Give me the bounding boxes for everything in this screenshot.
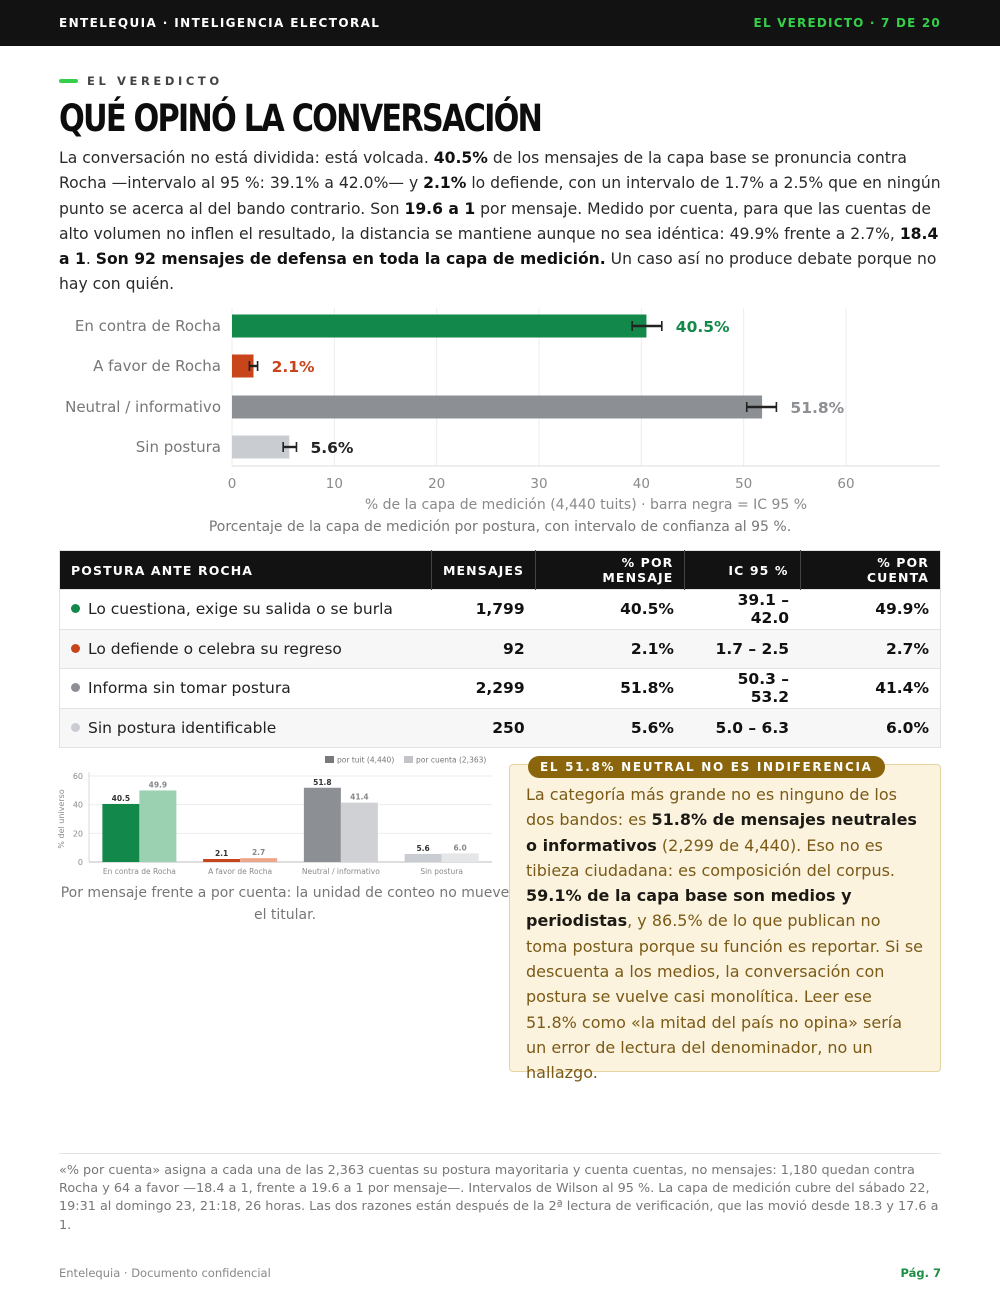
data-label: 51.8% <box>790 399 845 417</box>
category-label: Neutral / informativo <box>65 398 221 416</box>
stance-label: Lo defiende o celebra su regreso <box>88 639 342 658</box>
lead-bold: 19.6 a 1 <box>404 199 476 218</box>
cell-ic: 50.3 – 53.2 <box>685 669 800 709</box>
category-label: En contra de Rocha <box>74 317 221 335</box>
category-label: Neutral / informativo <box>301 867 380 876</box>
x-tick-label: 40 <box>632 476 650 492</box>
column-header: IC 95 % <box>685 551 800 590</box>
comparison-bar-chart-svg <box>55 750 495 880</box>
stance-cell <box>60 708 432 748</box>
comparison-bar-chart <box>55 750 495 880</box>
cell-pct: 2.1% <box>536 629 685 669</box>
cell-mensajes: 92 <box>432 629 536 669</box>
cell-pct: 51.8% <box>536 669 685 709</box>
cell-cuenta: 49.9% <box>800 590 940 630</box>
stance-cell <box>60 629 432 669</box>
cell-mensajes: 250 <box>432 708 536 748</box>
section-kicker <box>59 74 223 88</box>
data-label: 40.5% <box>675 318 730 336</box>
stance-label: Sin postura identificable <box>88 718 277 737</box>
category-label: En contra de Rocha <box>102 867 176 876</box>
bar <box>405 854 442 862</box>
bar <box>240 858 277 862</box>
callout-box <box>509 760 941 1083</box>
data-label: 51.8 <box>313 777 332 787</box>
cell-cuenta: 41.4% <box>800 669 940 709</box>
stance-bar-chart-svg <box>40 305 960 517</box>
bar <box>232 436 289 459</box>
page-number: Pág. 7 <box>900 1266 941 1280</box>
legend-label: por cuenta (2,363) <box>416 755 487 765</box>
y-tick-label: 60 <box>72 772 83 781</box>
lead-bold: 2.1% <box>423 174 467 193</box>
callout-badge: EL 51.8% NEUTRAL NO ES INDIFERENCIA <box>528 756 885 778</box>
category-label: Sin postura <box>135 438 221 456</box>
column-header: MENSAJES <box>432 551 536 590</box>
cell-pct: 5.6% <box>536 708 685 748</box>
x-tick-label: 30 <box>530 476 548 492</box>
lead-text: por mensaje. Medido por cuenta, para que las cuentas de alto volumen no inflen el resultado, la distancia se mantiene aunque no sea idéntica: 49.9% frente a 2.7%, <box>59 199 931 243</box>
table-body <box>60 590 941 748</box>
chart-caption: Porcentaje de la capa de medición por postura, con intervalo de confianza al 95 %. <box>208 519 792 535</box>
lead-text: . <box>85 250 96 269</box>
x-tick-label: 20 <box>428 476 446 492</box>
lead-text: lo defiende, con un intervalo de 1.7% a 2.5% que en ningún punto se acerca al del bando contrario. Son <box>59 174 941 218</box>
bar <box>442 853 479 862</box>
data-label: 2.1% <box>271 358 315 376</box>
bar <box>341 803 378 862</box>
category-label: A favor de Rocha <box>93 357 221 375</box>
stance-dot <box>71 683 80 692</box>
footer-left: Entelequia · Documento confidencial <box>59 1266 271 1280</box>
page-title: QUÉ OPINÓ LA CONVERSACIÓN <box>59 97 542 140</box>
table-row <box>60 590 941 630</box>
data-label: 5.6% <box>310 439 354 457</box>
category-label: Sin postura <box>420 867 463 876</box>
data-label: 5.6 <box>416 843 430 853</box>
x-tick-label: 50 <box>735 476 753 492</box>
x-tick-label: 0 <box>227 476 237 492</box>
table-header-row <box>60 551 941 590</box>
stance-dot <box>71 644 80 653</box>
legend-label: por tuit (4,440) <box>337 755 395 765</box>
stance-label: Informa sin tomar postura <box>88 679 291 698</box>
lead-bold: 18.4 a 1 <box>59 224 939 269</box>
callout-text: , y 86.5% de lo que publican no toma postura porque su función es reportar. Si se descuenta a los medios, la conversación con postura se vuelve casi monolítica. Leer ese 51.8% como «la mitad del país no opina» sería un error de lectura del denominador, no un hallazgo. <box>526 911 923 1083</box>
callout-bold: 51.8% de mensajes neutrales o informativos <box>526 810 917 855</box>
stance-dot <box>71 604 80 613</box>
column-header: % POR MENSAJE <box>536 551 685 590</box>
stance-dot <box>71 723 80 732</box>
column-header: % POR CUENTA <box>800 551 940 590</box>
bar <box>232 396 762 419</box>
data-label: 41.4 <box>350 792 369 802</box>
x-tick-label: 10 <box>325 476 343 492</box>
data-label: 6.0 <box>453 843 467 853</box>
category-label: A favor de Rocha <box>208 867 273 876</box>
cell-mensajes: 2,299 <box>432 669 536 709</box>
header-section: EL VEREDICTO · 7 DE 20 <box>753 16 941 30</box>
bar <box>232 315 646 338</box>
lead-text: de los mensajes de la capa base se pronuncia contra Rocha —intervalo al 95 %: 39.1% a 42.0%— y <box>59 149 907 193</box>
lead-bold: Son 92 mensajes de defensa en toda la capa de medición. <box>95 250 606 269</box>
header-brand: ENTELEQUIA · INTELIGENCIA ELECTORAL <box>59 16 381 30</box>
legend-swatch <box>325 756 334 763</box>
cell-cuenta: 2.7% <box>800 629 940 669</box>
kicker-dash <box>59 79 78 83</box>
lead-bold: 40.5% <box>433 149 488 167</box>
callout-body <box>526 782 924 1086</box>
y-tick-label: 0 <box>77 858 83 867</box>
table-row <box>60 708 941 748</box>
table-row <box>60 669 941 709</box>
stance-cell <box>60 590 432 630</box>
y-axis-label: % del universo <box>57 789 66 849</box>
kicker-text: EL VEREDICTO <box>87 74 223 88</box>
callout-text: La categoría más grande no es ninguno de los dos bandos: es <box>526 785 897 830</box>
stance-label: Lo cuestiona, exige su salida o se burla <box>88 600 393 619</box>
data-label: 2.1 <box>214 848 229 858</box>
legend-swatch <box>404 756 413 763</box>
column-header: POSTURA ANTE ROCHA <box>60 551 432 590</box>
bar <box>203 859 240 862</box>
bar <box>139 790 176 862</box>
stance-cell <box>60 669 432 709</box>
cell-cuenta: 6.0% <box>800 708 940 748</box>
x-axis-label: % de la capa de medición (4,440 tuits) · barra negra = IC 95 % <box>364 497 808 513</box>
cell-ic: 5.0 – 6.3 <box>685 708 800 748</box>
cell-ic: 1.7 – 2.5 <box>685 629 800 669</box>
data-label: 40.5 <box>111 793 131 803</box>
lead-text: Un caso así no produce debate porque no hay con quién. <box>59 250 937 294</box>
lead-paragraph <box>59 146 944 298</box>
y-tick-label: 20 <box>72 829 83 839</box>
comparison-chart-caption: Por mensaje frente a por cuenta: la unidad de conteo no mueve el titular. <box>60 885 510 923</box>
bar <box>102 804 139 862</box>
table-row <box>60 629 941 669</box>
footnote: «% por cuenta» asigna a cada una de las 2,363 cuentas su postura mayoritaria y cuenta cuentas, no mensajes: 1,180 quedan contra Rocha y 64 a favor —18.4 a 1, frente a 19.6 a 1 por mensaje—. Intervalos de Wilson al 95 %. La capa de medición cubre del sábado 22, 19:31 al domingo 23, 21:18, 26 horas. Las dos razones están después de la 2ª lectura de verificación, que las movió desde 18.3 y 17.6 a 1. <box>59 1153 941 1235</box>
stance-table <box>59 550 941 748</box>
cell-ic: 39.1 – 42.0 <box>685 590 800 630</box>
top-bar <box>0 0 1000 46</box>
data-label: 49.9 <box>148 780 168 790</box>
stance-bar-chart <box>40 305 960 545</box>
data-label: 2.7 <box>251 848 266 858</box>
y-tick-label: 40 <box>72 800 83 810</box>
cell-mensajes: 1,799 <box>432 590 536 630</box>
x-tick-label: 60 <box>837 476 855 492</box>
cell-pct: 40.5% <box>536 590 685 630</box>
lead-text: La conversación no está dividida: está volcada. <box>59 149 434 167</box>
callout-text: (2,299 de 4,440). Eso no es tibieza ciudadana: es composición del corpus. <box>526 835 896 880</box>
callout-bold: 59.1% de la capa base son medios y periodistas <box>526 886 852 931</box>
bar <box>304 788 341 862</box>
